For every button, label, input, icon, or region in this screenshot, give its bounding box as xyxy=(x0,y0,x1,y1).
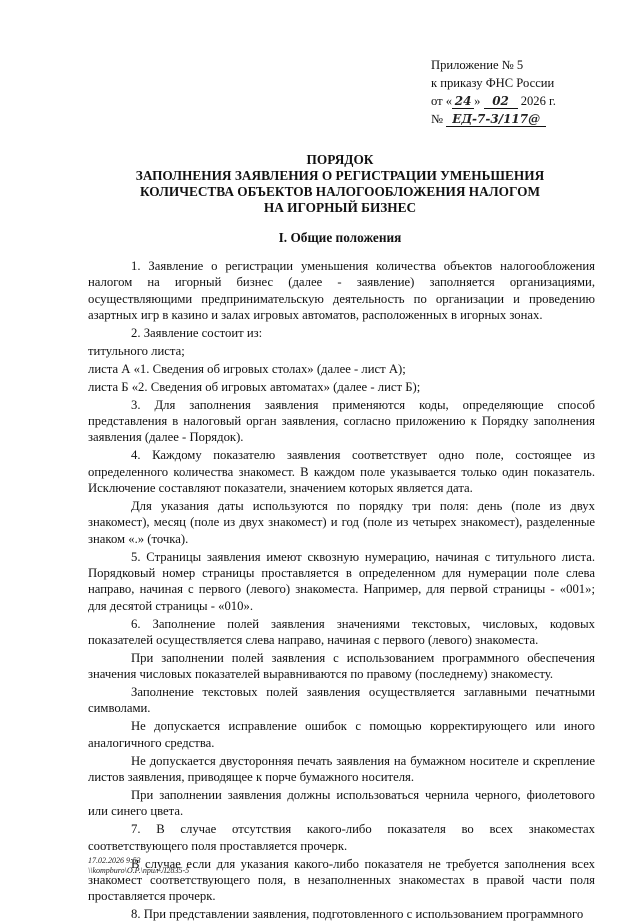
paragraph: 7. В случае отсутствия какого-либо показателя во всех знакоместах соответствующего поля проставляется прочерк. xyxy=(88,822,595,853)
paragraph: 6. Заполнение полей заявления значениями текстовых, числовых, кодовых показателей осуществляется слева направо, начиная с первого (левого) знакоместа. xyxy=(88,616,595,647)
paragraph: 5. Страницы заявления имеют сквозную нумерацию, начиная с титульного листа. Порядковый номер страницы проставляется в определенном для нумерации поле слева направо, начиная с первого (левого) знакоместа. Например, для первой страницы - «001»; для десятой страницы - «010». xyxy=(88,549,595,613)
paragraph: Заполнение текстовых полей заявления осуществляется заглавными печатными символами. xyxy=(88,685,595,716)
paragraph: листа Б «2. Сведения об игровых автоматах» (далее - лист Б); xyxy=(88,379,421,394)
paragraph: 3. Для заполнения заявления применяются коды, определяющие способ представления в налоговый орган заявления, согласно приложению к Порядку заполнения заявления (далее - Порядок). xyxy=(88,397,595,445)
handwritten-number: ЕД-7-3/117@ xyxy=(446,113,546,127)
paragraph: 4. Каждому показателю заявления соответствует одно поле, состоящее из определенного количества знакомест. В каждом поле указывается только один показатель. Исключение составляют показатели, значением которых является дата. xyxy=(88,448,595,496)
file-footer xyxy=(88,856,189,876)
paragraph: 2. Заявление состоит из: xyxy=(131,325,263,340)
document-title-line-4: НА ИГОРНЫЙ БИЗНЕС xyxy=(263,200,417,215)
order-date: от « 24 » 02 2026 г. xyxy=(431,94,556,108)
paragraph: При заполнении заявления должны использоваться чернила черного, фиолетового или синего цвета. xyxy=(88,787,595,819)
document-title-line-3: КОЛИЧЕСТВА ОБЪЕКТОВ НАЛОГООБЛОЖЕНИЯ НАЛОГОМ xyxy=(139,184,541,199)
paragraph: 1. Заявление о регистрации уменьшения количества объектов налогообложения налогом на игорный бизнес (далее - заявление) заполняется организациями, осуществляющими предпринимательскую деятельность по организации и проведению азартных игр в казино и залах игровых автоматов, расположенных в игорных зонах. xyxy=(88,259,595,323)
paragraph: При заполнении полей заявления с использованием программного обеспечения значения числовых показателей выравниваются по правому (последнему) знакоместу. xyxy=(88,650,595,682)
handwritten-month: 02 xyxy=(484,95,518,109)
appendix-label: Приложение № 5 xyxy=(431,58,524,72)
paragraph: Для указания даты используются по порядку три поля: день (поле из двух знакомест), месяц (поле из двух знакомест) и год (поле из четырех знакомест), разделенные знаком «.» (точка). xyxy=(88,498,595,546)
footer-timestamp: 17.02.2026 9:53 xyxy=(88,856,141,865)
paragraph: титульного листа; xyxy=(88,343,185,358)
document-title-line-2: ЗАПОЛНЕНИЯ ЗАЯВЛЕНИЯ О РЕГИСТРАЦИИ УМЕНЬШЕНИЯ xyxy=(135,168,545,183)
paragraph: 8. При представлении заявления, подготовленного с использованием программного xyxy=(131,907,584,922)
paragraph: В случае если для указания какого-либо показателя не требуется заполнения всех знакомест соответствующего поля, в незаполненных знакоместах в правой части поля проставляется прочерк. xyxy=(88,856,595,904)
section-heading: I. Общие положения xyxy=(278,230,402,245)
order-reference: к приказу ФНС России xyxy=(431,76,555,90)
appendix-header xyxy=(431,56,556,128)
document-body xyxy=(88,258,595,924)
paragraph: листа А «1. Сведения об игровых столах» (далее - лист А); xyxy=(88,361,406,376)
document-title-line-1: ПОРЯДОК xyxy=(306,152,374,167)
handwritten-day: 24 xyxy=(452,95,474,109)
paragraph: Не допускается исправление ошибок с помощью корректирующего или иного аналогичного средства. xyxy=(88,719,595,750)
order-number: № ЕД-7-3/117@ xyxy=(431,110,556,128)
paragraph: Не допускается двусторонняя печать заявления на бумажном носителе и скрепление листов заявления, приводящее к порче бумажного носителя. xyxy=(88,753,595,785)
footer-file-path: \\kompburo\О.Р.\прил-Л2835-5 xyxy=(88,866,190,875)
